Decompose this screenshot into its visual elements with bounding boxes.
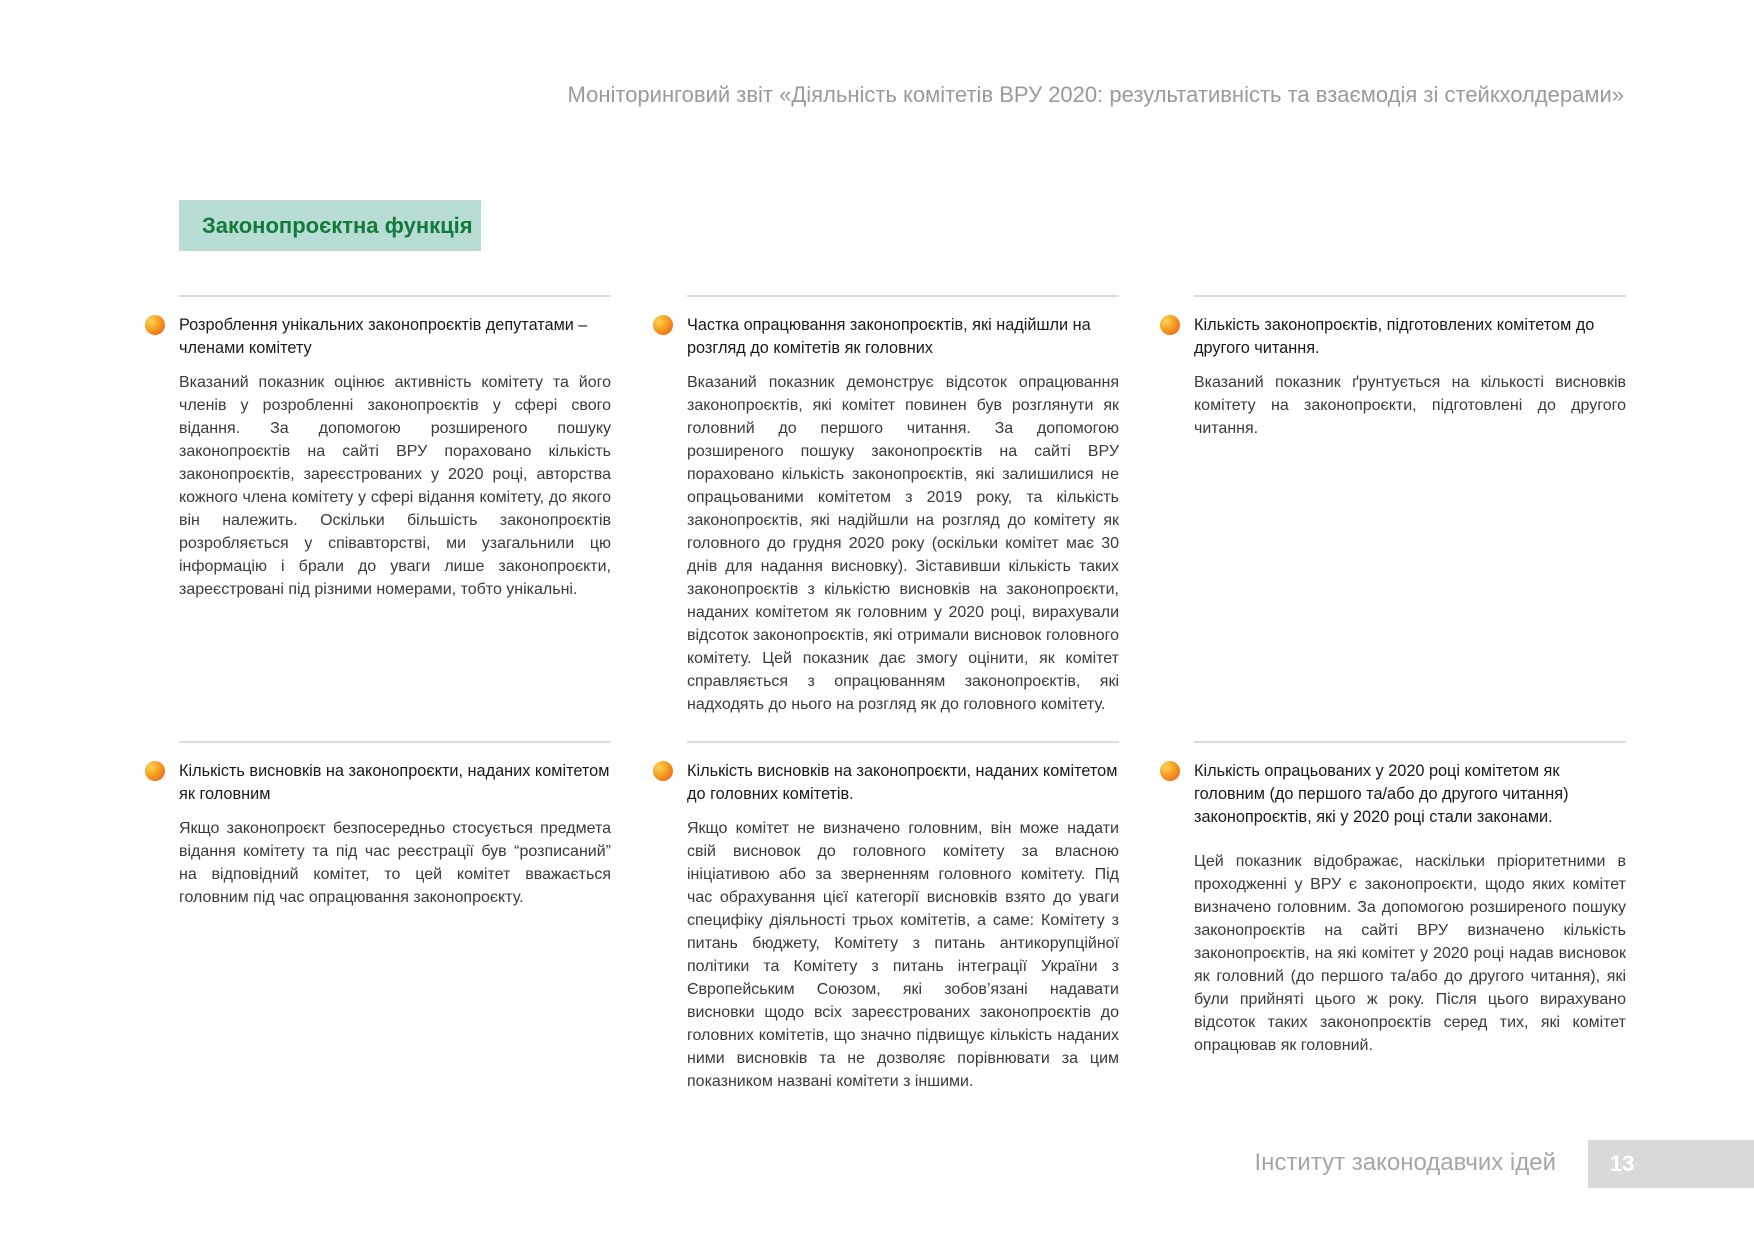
divider (687, 295, 1119, 297)
indicator-title: Розроблення унікальних законопроєктів депутатами – членами комітету (179, 316, 588, 357)
divider (179, 741, 611, 743)
bullet-icon (1160, 315, 1180, 335)
bullet-icon (653, 315, 673, 335)
footer-organization: Інститут законодавчих ідей (1254, 1149, 1556, 1176)
indicator-title: Кількість висновків на законопроєкти, наданих комітетом до головних комітетів. (687, 762, 1118, 803)
page-number: 13 (1610, 1151, 1635, 1176)
indicator-description: Вказаний показник ґрунтується на кількості висновків комітету на законопроєкти, підготовлені до другого читання. (1194, 374, 1626, 437)
divider (1194, 741, 1626, 743)
indicator-block-unique-bills (179, 295, 611, 601)
indicator-block-became-laws (1194, 741, 1626, 1057)
divider (687, 741, 1119, 743)
indicator-block-conclusions-to-main (687, 741, 1119, 1093)
divider (1194, 295, 1626, 297)
indicator-block-main-conclusions (179, 741, 611, 909)
section-label-text: Законопроєктна функція (202, 212, 473, 238)
divider (179, 295, 611, 297)
bullet-icon (653, 761, 673, 781)
bullet-icon (145, 315, 165, 335)
indicator-block-processing-share (687, 295, 1119, 716)
indicator-description: Якщо комітет не визначено головним, він може надати свій висновок до головного комітету за власною ініціативою або за зверненням головного комітету. Під час обрахування цієї категорії висновків взято до уваги специфіку діяльності трьох комітетів, а саме: Комітету з питань бюджету, Комітету з питань антикорупційної політики та Комітету з питань інтеграції України з Європейським Союзом, які зобов’язані надавати висновки щодо всіх зареєстрованих законопроєктів до головних комітетів, що значно підвищує кількість наданих ними висновків та не дозволяє порівнювати за цим показником названі комітети з іншими. (687, 820, 1119, 1090)
section-label (179, 200, 481, 251)
indicator-block-second-reading (1194, 295, 1626, 440)
indicator-title: Кількість висновків на законопроєкти, наданих комітетом як головним (179, 762, 610, 803)
indicator-description: Якщо законопроєкт безпосередньо стосується предмета відання комітету та під час реєстрації був “розписаний” на відповідний комітет, то цей комітет вважається головним під час опрацювання законопроєкту. (179, 820, 611, 906)
indicator-description: Цей показник відображає, наскільки пріоритетними в проходженні у ВРУ є законопроєкти, щодо яких комітет визначено головним. За допомогою розширеного пошуку законопроєктів на сайті ВРУ визначено кількість законопроєктів, на які комітет у 2020 році надав висновок як головний (до першого та/або до другого читання), які були прийняті цього ж року. Після цього вирахувано відсоток таких законопроєктів серед тих, які комітет опрацював як головний. (1194, 853, 1626, 1054)
indicator-title: Кількість опрацьованих у 2020 році комітетом як головним (до першого та/або до другого читання) законопроєктів, які у 2020 році стали законами. (1194, 762, 1569, 826)
indicator-title: Частка опрацювання законопроєктів, які надійшли на розгляд до комітетів як головних (687, 316, 1091, 357)
page-number-badge (1588, 1140, 1754, 1188)
bullet-icon (1160, 761, 1180, 781)
report-title: Моніторинговий звіт «Діяльність комітетів ВРУ 2020: результативність та взаємодія зі стейкхолдерами» (567, 82, 1624, 107)
bullet-icon (145, 761, 165, 781)
indicator-title: Кількість законопроєктів, підготовлених комітетом до другого читання. (1194, 316, 1595, 357)
indicator-description: Вказаний показник демонструє відсоток опрацювання законопроєктів, які комітет повинен був розглянути як головний до першого читання. За допомогою розширеного пошуку законопроєктів на сайті ВРУ пораховано кількість законопроєктів, які залишилися не опрацьованими комітетом з 2019 року, та кількість законопроєктів, які надійшли на розгляд до комітету як головного до грудня 2020 року (оскільки комітет має 30 днів для надання висновку). Зіставивши кількість таких законопроєктів з кількістю висновків на законопроєкти, наданих комітетом як головним у 2020 році, вирахували відсоток законопроєктів, які отримали висновок головного комітету. Цей показник дає змогу оцінити, як комітет справляється з опрацюванням законопроєктів, які надходять до нього на розгляд як до головного комітету. (687, 374, 1119, 713)
indicator-description: Вказаний показник оцінює активність комітету та його членів у розробленні законопроєктів у сфері свого відання. За допомогою розширеного пошуку законопроєктів на сайті ВРУ пораховано кількість законопроєктів, зареєстрованих у 2020 році, авторства кожного члена комітету у сфері відання комітету, до якого він належить. Оскільки більшість законопроєктів розробляється у співавторстві, ми узагальнили цю інформацію і брали до уваги лише законопроєкти, зареєстровані під різними номерами, тобто унікальні. (179, 374, 611, 598)
